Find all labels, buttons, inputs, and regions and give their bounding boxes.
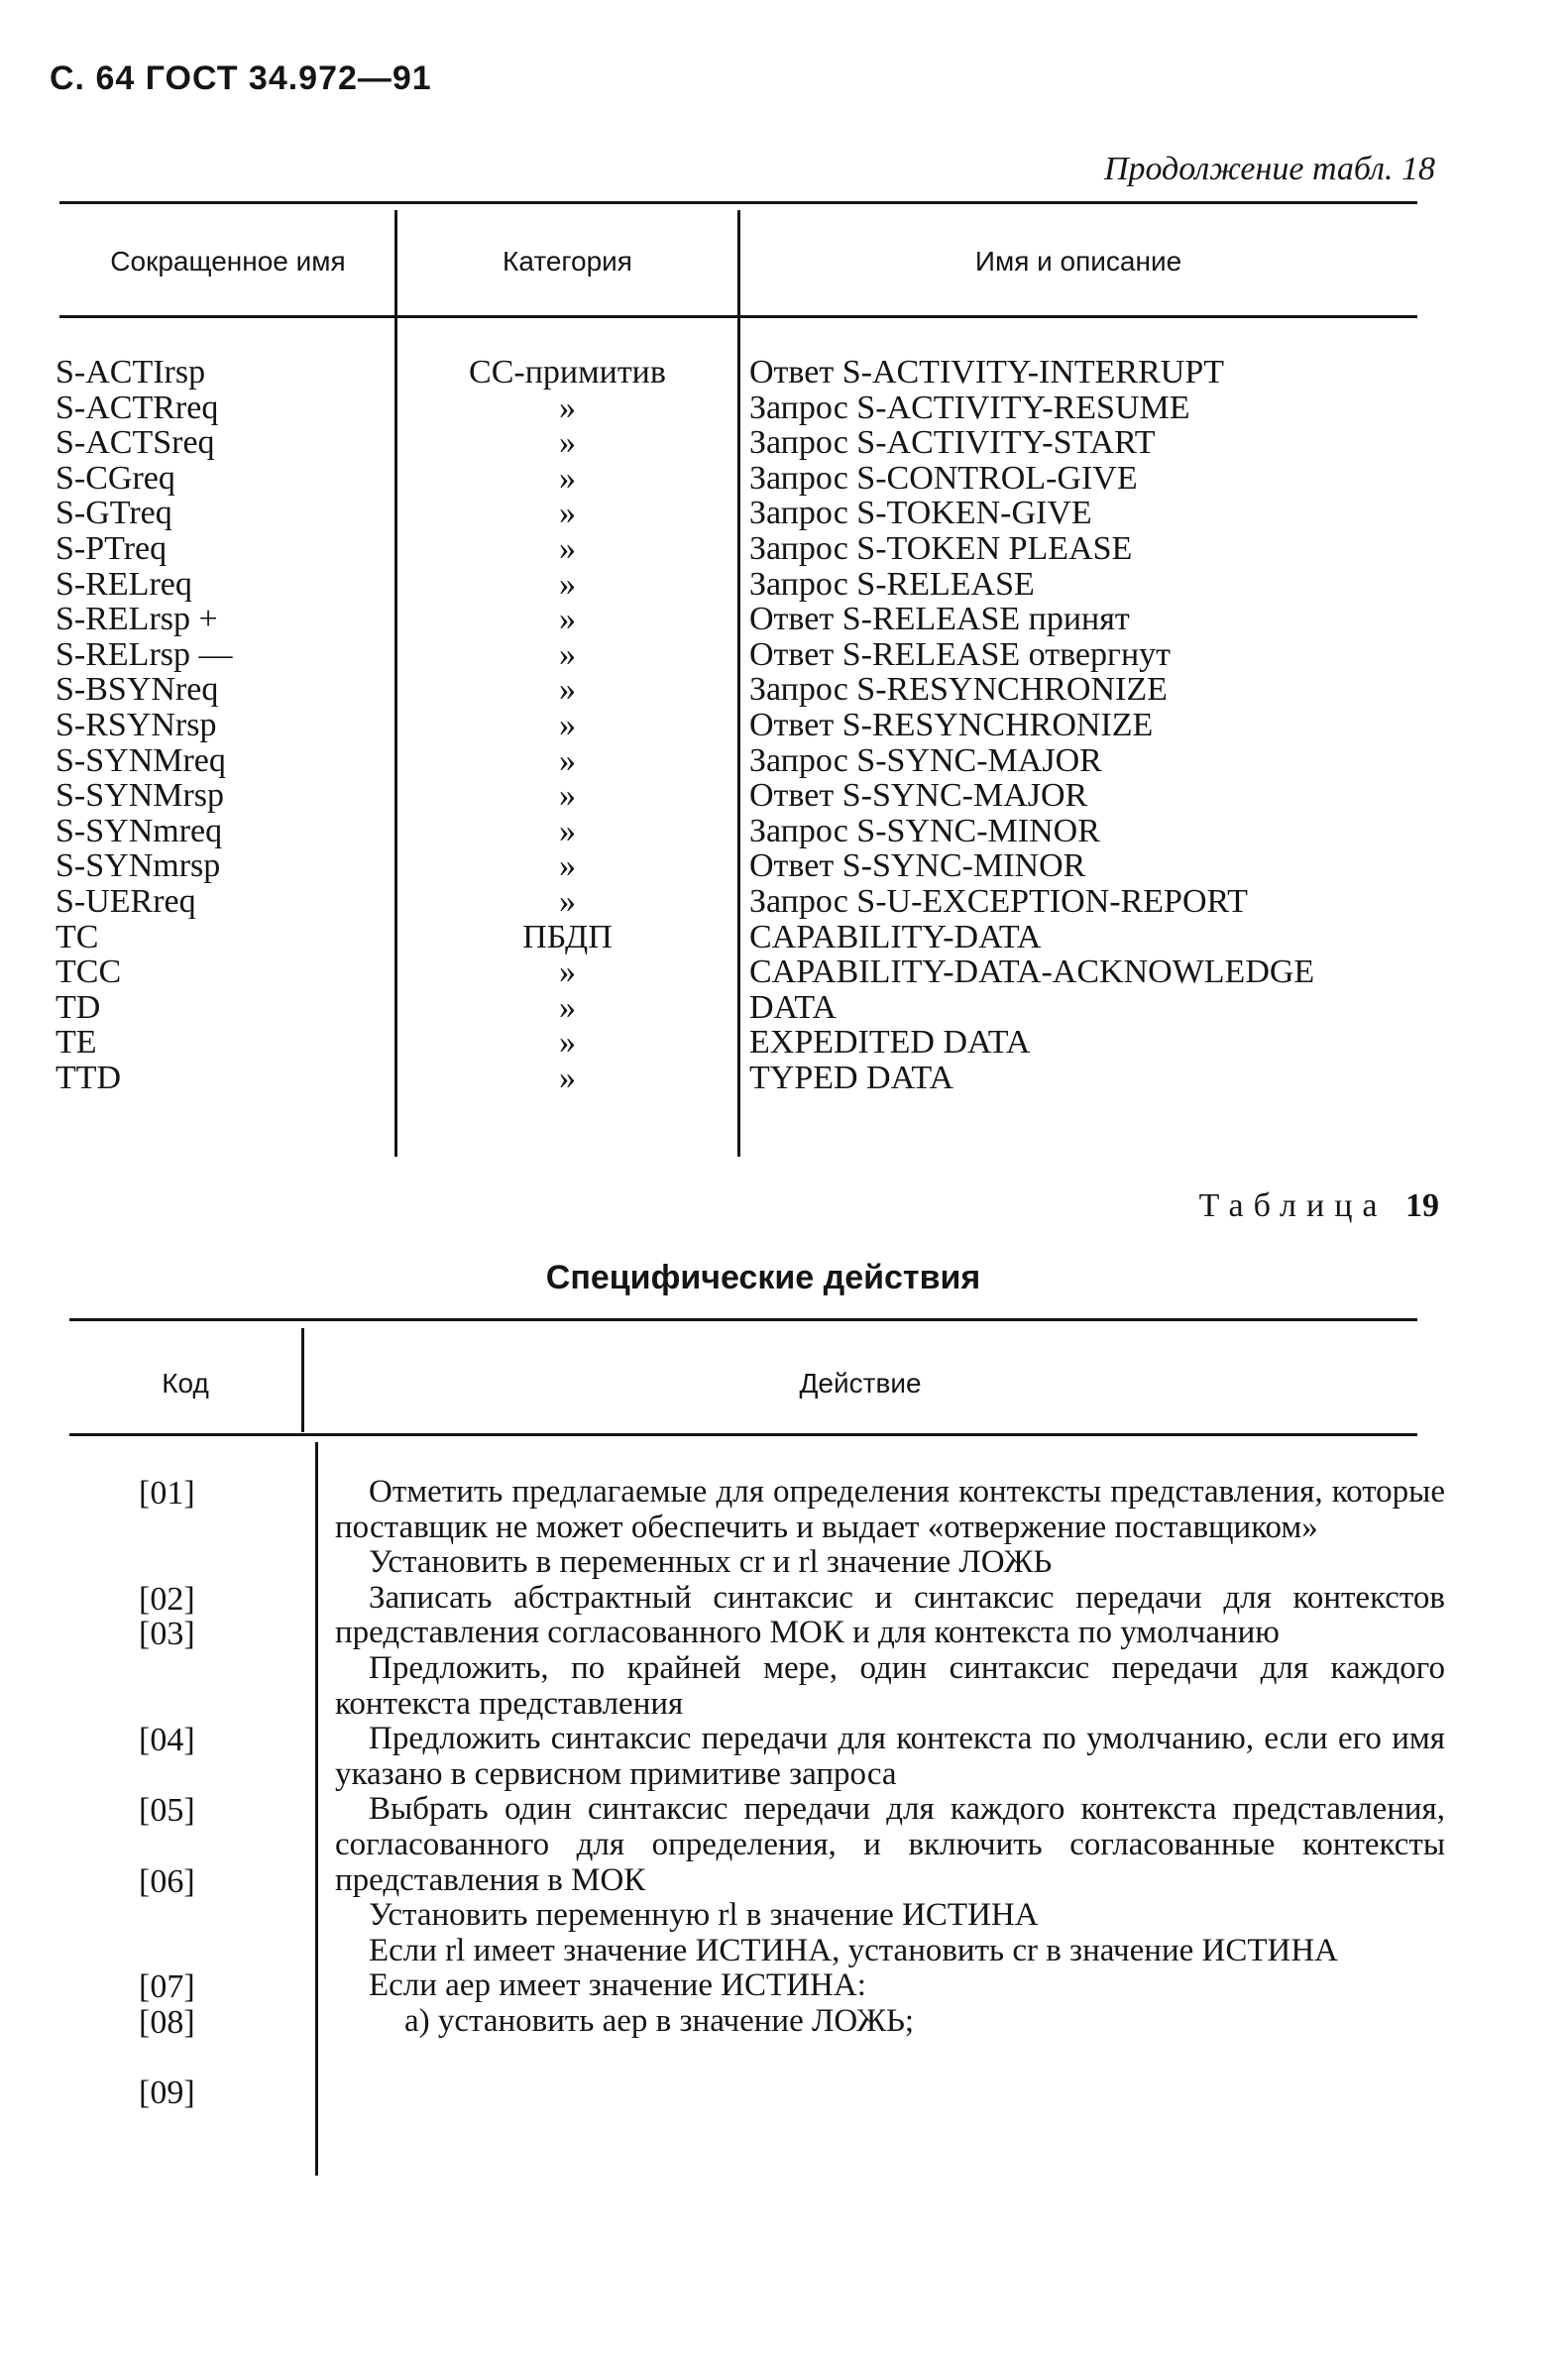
table18-description-column [749, 355, 1443, 1095]
table18-category-cell: » [559, 988, 576, 1026]
table18-abbr-cell: S-ACTSreq [56, 424, 215, 462]
table19-action-text: Предложить синтаксис передачи для контекста по умолчанию, если его имя указано в сервисном примитиве запроса [335, 1721, 1445, 1792]
table19-label: Таблица [1198, 1187, 1388, 1224]
table18-category-column [396, 355, 738, 1095]
table19-action-text: Предложить, по крайней мере, один синтаксис передачи для каждого контекста представления [335, 1649, 1445, 1722]
table19-action-text: Если aep имеет значение ИСТИНА: [369, 1967, 866, 2004]
table19-code-cell: [08] [139, 2004, 195, 2041]
table19-action-text: Выбрать один синтаксис передачи для каждого контекста представления, согласованного для определения, и включить согласованные контексты представления в МОК [335, 1791, 1445, 1898]
table18-abbr-cell: S-ACTIrsp [56, 354, 206, 391]
table18-abbr-cell: S-SYNMreq [56, 741, 226, 779]
table18-description-cell: Запрос S-SYNC-MINOR [749, 812, 1100, 849]
table18-col-header-abbr: Сокращенное имя [110, 246, 346, 277]
table18-abbr-cell: TTD [56, 1059, 122, 1096]
table19-number-value: 19 [1405, 1187, 1439, 1224]
table18-abbr-column [56, 355, 392, 1095]
table19-action-cell [335, 1651, 1445, 1722]
table18-abbr-cell: S-PTreq [56, 529, 168, 567]
table19-action-cell [335, 1722, 1445, 1792]
table19-code-cell: [01] [139, 1475, 195, 1512]
table18-abbr-cell: TCC [56, 953, 122, 991]
table18-abbr-cell: TE [56, 1024, 97, 1062]
table18-category-cell: » [559, 741, 576, 779]
table18-description-cell: Ответ S-RESYNCHRONIZE [749, 706, 1154, 743]
table18-description-cell: Ответ S-SYNC-MAJOR [749, 777, 1088, 815]
table19-code-cell: [09] [139, 2075, 195, 2112]
table18-abbr-cell: S-RELrsp — [56, 635, 233, 673]
table19-action-cell [335, 1475, 1445, 1545]
table19-action-text: Отметить предлагаемые для определения контексты представления, которые поставщик не может обеспечить и выдает «отвержение поставщиком» [335, 1474, 1445, 1545]
table19-col-header-action: Действие [799, 1368, 922, 1399]
table18-description-cell: EXPEDITED DATA [749, 1024, 1031, 1062]
table18-abbr-cell: S-ACTRreq [56, 389, 219, 426]
table18-category-cell: » [559, 635, 576, 673]
table19-header-rule [69, 1433, 1417, 1436]
table18-category-cell: » [559, 812, 576, 849]
table18-category-cell: » [559, 847, 576, 885]
table19-action-cell [335, 1898, 1445, 1934]
table18-description-cell: Запрос S-TOKEN PLEASE [749, 529, 1133, 567]
table18-abbr-cell: S-RELreq [56, 565, 192, 603]
table19-action-cell [335, 1968, 1445, 2004]
table18-category-cell: » [559, 529, 576, 567]
table18-description-cell: Запрос S-U-EXCEPTION-REPORT [749, 882, 1248, 920]
table18-description-cell: Запрос S-RESYNCHRONIZE [749, 671, 1168, 709]
table18-abbr-cell: TC [56, 918, 99, 955]
table19-col-header-code: Код [162, 1368, 209, 1399]
table18-category-cell: » [559, 1024, 576, 1062]
table18-category-cell: » [559, 1059, 576, 1096]
table18-description-cell: Запрос S-ACTIVITY-START [749, 424, 1156, 462]
table18-abbr-cell: S-CGreq [56, 459, 175, 497]
table19-code-cell: [02] [139, 1580, 195, 1618]
table18-abbr-cell: S-RELrsp + [56, 601, 218, 638]
table18-abbr-cell: S-SYNmrsp [56, 847, 221, 885]
table18-header-rule [59, 315, 1417, 318]
table18-abbr-cell: S-SYNMrsp [56, 777, 225, 815]
table18-description-cell: CAPABILITY-DATA [749, 918, 1042, 955]
table18-abbr-cell: S-UERreq [56, 882, 196, 920]
table19-action-column [335, 1475, 1445, 2040]
table18-description-cell: Запрос S-ACTIVITY-RESUME [749, 389, 1190, 426]
table18-abbr-cell: S-RSYNrsp [56, 706, 217, 743]
table18-category-cell: » [559, 777, 576, 815]
table18-description-cell: Запрос S-CONTROL-GIVE [749, 459, 1138, 497]
table-continuation-label: Продолжение табл. 18 [1103, 151, 1435, 187]
table19-number [1199, 1187, 1439, 1225]
table19-action-cell [335, 2004, 1445, 2040]
table18-category-cell: » [559, 565, 576, 603]
table19-col-divider-body [315, 1442, 318, 2176]
table19-action-text: Установить в переменных cr и rl значение ЛОЖЬ [369, 1544, 1053, 1581]
table18-description-cell: Ответ S-SYNC-MINOR [749, 847, 1086, 885]
table18-category-cell: » [559, 495, 576, 532]
table19-top-rule [69, 1318, 1417, 1321]
table18-abbr-cell: S-BSYNreq [56, 671, 219, 709]
table19-code-cell: [07] [139, 1968, 195, 2006]
table19-action-cell [335, 1545, 1445, 1581]
table18-description-cell: Запрос S-TOKEN-GIVE [749, 495, 1092, 532]
table18-description-cell: TYPED DATA [749, 1059, 953, 1096]
table19-code-cell: [06] [139, 1862, 195, 1900]
table18-col-header-description: Имя и описание [974, 246, 1182, 277]
table19-action-cell [335, 1581, 1445, 1651]
table19-action-text: а) установить aep в значение ЛОЖЬ; [404, 2002, 915, 2039]
table18-description-cell: Запрос S-SYNC-MAJOR [749, 741, 1102, 779]
table18-category-cell: » [559, 459, 576, 497]
table19-code-cell: [03] [139, 1616, 195, 1653]
table18-category-cell: » [559, 882, 576, 920]
table19-code-cell: [04] [139, 1722, 195, 1759]
table18-description-cell: Ответ S-RELEASE принят [749, 601, 1130, 638]
table18-abbr-cell: S-GTreq [56, 495, 172, 532]
table19-code-cell: [05] [139, 1792, 195, 1830]
table18-description-cell: CAPABILITY-DATA-ACKNOWLEDGE [749, 953, 1315, 991]
table18-category-cell: ПБДП [522, 918, 613, 955]
table18-description-cell: Ответ S-ACTIVITY-INTERRUPT [749, 354, 1225, 391]
table18-category-cell: » [559, 601, 576, 638]
table19-action-text: Установить переменную rl в значение ИСТИНА [369, 1897, 1039, 1934]
table19-action-text: Записать абстрактный синтаксис и синтаксис передачи для контекстов представления согласованного МОК и для контекста по умолчанию [335, 1579, 1445, 1651]
page-header: С. 64 ГОСТ 34.972—91 [50, 59, 432, 97]
table18-category-cell: » [559, 953, 576, 991]
table18-col-header-category: Категория [503, 246, 632, 277]
table19-action-cell [335, 1792, 1445, 1898]
table18-category-cell: » [559, 706, 576, 743]
table19-action-cell [335, 1934, 1445, 1969]
table18-abbr-cell: TD [56, 988, 101, 1026]
table18-abbr-cell: S-SYNmreq [56, 812, 223, 849]
table18-description-cell: DATA [749, 988, 837, 1026]
table18-category-cell: » [559, 671, 576, 709]
table18-top-rule [59, 201, 1417, 204]
table18-description-cell: Ответ S-RELEASE отвергнут [749, 635, 1172, 673]
table18-description-cell: Запрос S-RELEASE [749, 565, 1035, 603]
table18-category-cell: СС-примитив [469, 354, 666, 391]
table19-title: Специфические действия [545, 1259, 981, 1296]
table18-category-cell: » [559, 389, 576, 426]
table19-action-text: Если rl имеет значение ИСТИНА, установить cr в значение ИСТИНА [369, 1932, 1339, 1968]
table18-category-cell: » [559, 424, 576, 462]
